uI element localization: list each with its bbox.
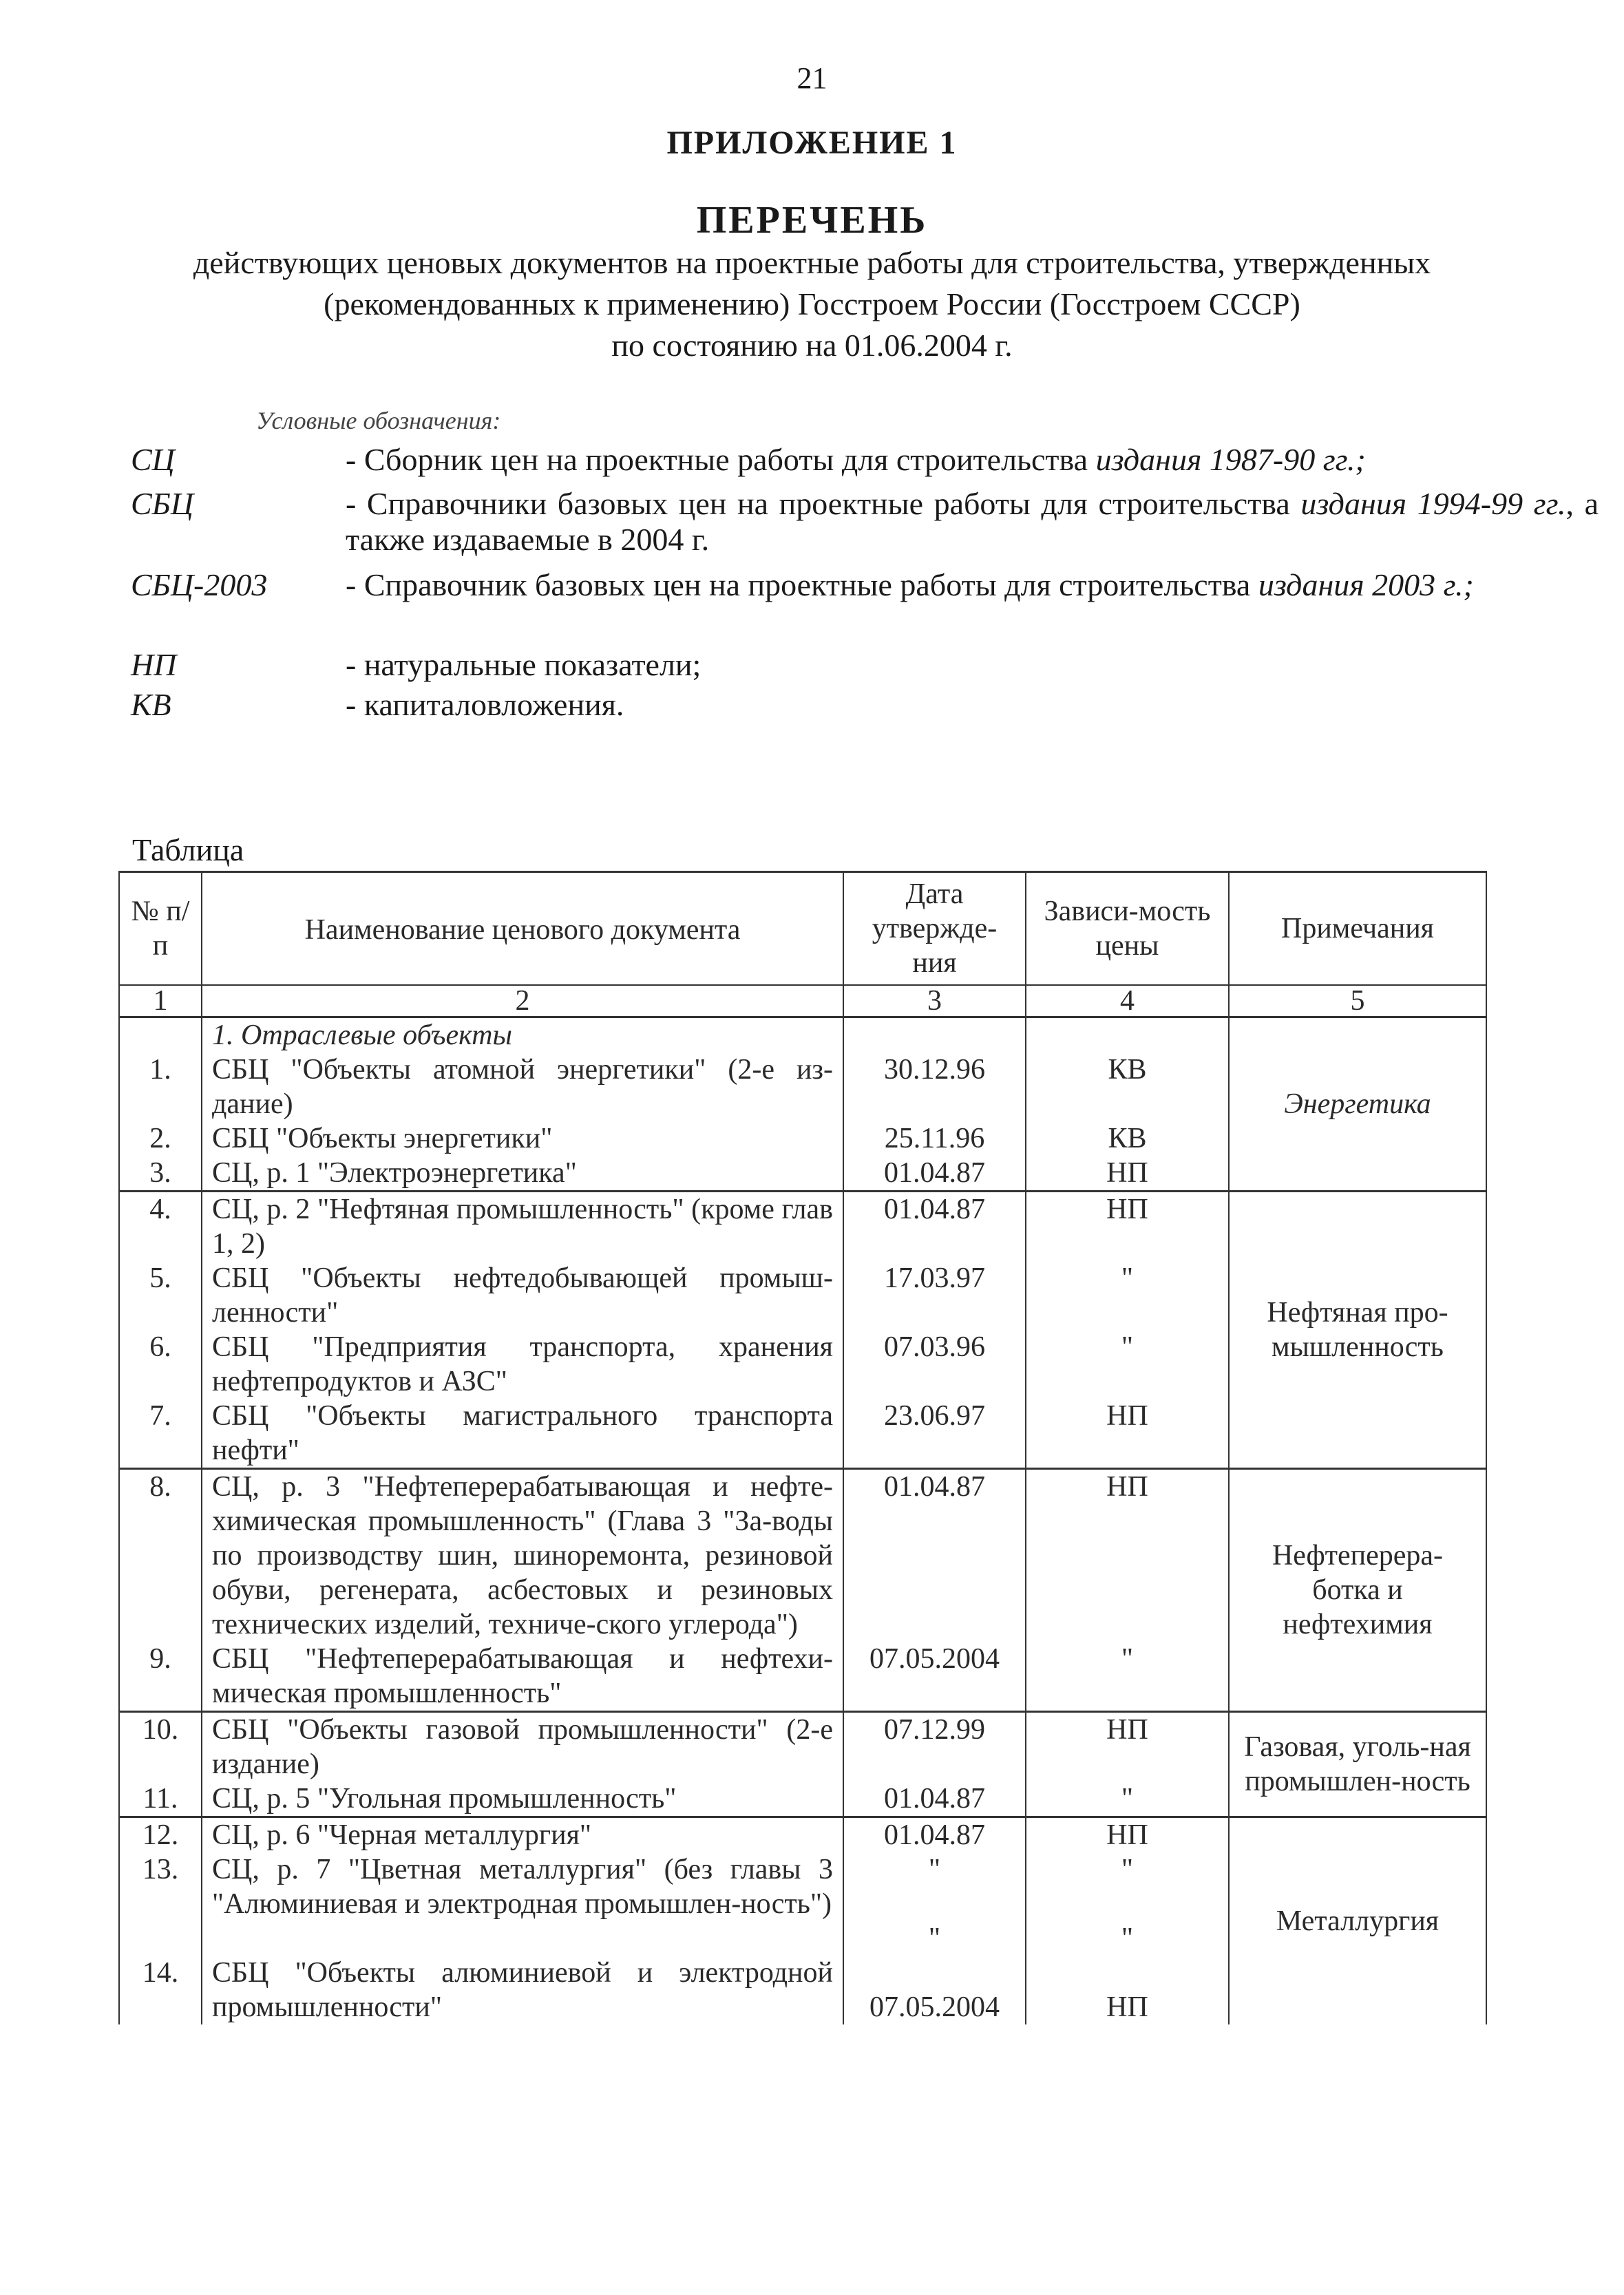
column-number: 2 bbox=[202, 985, 843, 1017]
header-notes: Примечания bbox=[1229, 872, 1486, 986]
section-label: 1. Отраслевые объекты bbox=[202, 1017, 843, 1053]
row-number: 4. bbox=[119, 1192, 202, 1262]
legend-abbr: НП bbox=[131, 647, 177, 682]
approval-date: 07.12.99 bbox=[843, 1712, 1026, 1782]
approval-date: 01.04.87 bbox=[843, 1192, 1026, 1262]
row-number: 11. bbox=[119, 1781, 202, 1817]
table-row bbox=[119, 1192, 1486, 1262]
column-number-row bbox=[119, 985, 1486, 1017]
price-dependency-ditto: " bbox=[1121, 1923, 1134, 1954]
document-name: СБЦ "Предприятия транспорта, хранения нефтепродуктов и АЗС" bbox=[202, 1330, 843, 1399]
document-name: СЦ, р. 5 "Угольная промышленность" bbox=[202, 1781, 843, 1817]
approval-date: 01.04.87 bbox=[843, 1817, 1026, 1853]
approval-date: 01.04.87 bbox=[843, 1469, 1026, 1642]
row-number: 3. bbox=[119, 1156, 202, 1192]
price-dependency: " bbox=[1026, 1781, 1229, 1817]
group-note: Нефтяная про-мышленность bbox=[1229, 1192, 1486, 1469]
section-row bbox=[119, 1017, 1486, 1053]
row-number: 6. bbox=[119, 1330, 202, 1399]
document-name: СБЦ "Объекты газовой промышленности" (2-е издание) bbox=[202, 1712, 843, 1782]
price-dependency: " bbox=[1026, 1642, 1229, 1712]
row-number: 13. bbox=[119, 1852, 202, 1956]
legend-abbr: СЦ bbox=[131, 442, 175, 477]
price-dependency: НП bbox=[1026, 1817, 1229, 1853]
approval-date: 23.06.97 bbox=[843, 1399, 1026, 1469]
legend-abbr: СБЦ bbox=[131, 486, 194, 521]
approval-date: 17.03.97 bbox=[843, 1261, 1026, 1330]
price-documents-table bbox=[118, 871, 1487, 2024]
row-number: 14. bbox=[119, 1956, 202, 2024]
document-name: СЦ, р. 2 "Нефтяная промышленность" (кроме глав 1, 2) bbox=[202, 1192, 843, 1262]
approval-date: 30.12.96 bbox=[843, 1053, 1026, 1121]
table-row bbox=[119, 1469, 1486, 1642]
document-name: СБЦ "Объекты атомной энергетики" (2-е из-дание) bbox=[202, 1053, 843, 1121]
subtitle-line-1: действующих ценовых документов на проектные работы для строительства, утвержденных bbox=[193, 245, 1431, 280]
column-number: 1 bbox=[119, 985, 202, 1017]
group-note: Газовая, уголь-ная промышлен-ность bbox=[1229, 1712, 1486, 1817]
approval-date: 01.04.87 bbox=[843, 1156, 1026, 1192]
document-name: СБЦ "Объекты магистрального транспорта нефти" bbox=[202, 1399, 843, 1469]
table-row bbox=[119, 1712, 1486, 1782]
price-dependency: НП bbox=[1026, 1156, 1229, 1192]
group-note: Нефтеперера-ботка и нефтехимия bbox=[1229, 1469, 1486, 1712]
column-number: 5 bbox=[1229, 985, 1486, 1017]
row-number: 12. bbox=[119, 1817, 202, 1853]
row-number: 7. bbox=[119, 1399, 202, 1469]
table-row bbox=[119, 1817, 1486, 1853]
group-note: Энергетика bbox=[1229, 1017, 1486, 1192]
price-dependency: НП bbox=[1026, 1399, 1229, 1469]
legend-description: - Справочники базовых цен на проектные работы для строительства издания 1994-99 гг., а также издаваемые в 2004 г. bbox=[346, 486, 1599, 557]
column-number: 4 bbox=[1026, 985, 1229, 1017]
approval-date: 25.11.96 bbox=[843, 1121, 1026, 1156]
row-number: 2. bbox=[119, 1121, 202, 1156]
price-dependency: КВ bbox=[1026, 1053, 1229, 1121]
row-number: 1. bbox=[119, 1053, 202, 1121]
legend-description: - капиталовложения. bbox=[346, 687, 624, 722]
row-number: 5. bbox=[119, 1261, 202, 1330]
column-number: 3 bbox=[843, 985, 1026, 1017]
price-dependency: НП bbox=[1026, 1469, 1229, 1642]
price-dependency: НП bbox=[1026, 1712, 1229, 1782]
header-document-name: Наименование ценового документа bbox=[202, 872, 843, 986]
document-name: СБЦ "Объекты алюминиевой и электродной промышленности" bbox=[202, 1956, 843, 2024]
subtitle-line-2: (рекомендованных к применению) Госстроем России (Госстроем СССР) bbox=[324, 286, 1300, 321]
document-name: СЦ, р. 1 "Электроэнергетика" bbox=[202, 1156, 843, 1192]
subtitle-line-3: по состоянию на 01.06.2004 г. bbox=[611, 328, 1013, 363]
row-number: 8. bbox=[119, 1469, 202, 1642]
table-caption: Таблица bbox=[132, 832, 244, 867]
legend-description: - Справочник базовых цен на проектные работы для строительства издания 2003 г.; bbox=[346, 567, 1474, 602]
document-name: СЦ, р. 3 "Нефтеперерабатывающая и нефте-химическая промышленность" (Глава 3 "За-воды по производству шин, шиноремонта, резиновой обуви, регенерата, асбестовых и резиновых технических изделий, техниче-ского углерода") bbox=[202, 1469, 843, 1642]
page-number: 21 bbox=[797, 61, 827, 95]
approval-date: 07.05.2004 bbox=[843, 1956, 1026, 2024]
legend-heading: Условные обозначения: bbox=[256, 407, 501, 434]
approval-date-ditto: " bbox=[928, 1854, 941, 1885]
legend-description: - Сборник цен на проектные работы для строительства издания 1987-90 гг.; bbox=[346, 442, 1366, 477]
row-number: 10. bbox=[119, 1712, 202, 1782]
header-price-dependency: Зависи-мость цены bbox=[1026, 872, 1229, 986]
document-name: СБЦ "Объекты нефтедобывающей промыш-ленности" bbox=[202, 1261, 843, 1330]
document-name: СЦ, р. 7 "Цветная металлургия" (без главы 3 "Алюминиевая и электродная промышлен-ность") bbox=[202, 1852, 843, 1956]
approval-date-ditto: " bbox=[928, 1923, 941, 1954]
legend-abbr: КВ bbox=[131, 687, 171, 722]
row-number: 9. bbox=[119, 1642, 202, 1712]
price-dependency: " bbox=[1026, 1261, 1229, 1330]
price-dependency: КВ bbox=[1026, 1121, 1229, 1156]
document-name: СЦ, р. 6 "Черная металлургия" bbox=[202, 1817, 843, 1853]
legend-abbr: СБЦ-2003 bbox=[131, 567, 268, 602]
table-header-row bbox=[119, 872, 1486, 986]
group-note: Металлургия bbox=[1229, 1817, 1486, 2025]
approval-date: 07.05.2004 bbox=[843, 1642, 1026, 1712]
document-name: СБЦ "Нефтеперерабатывающая и нефтехи-мическая промышленность" bbox=[202, 1642, 843, 1712]
price-dependency-ditto: " bbox=[1121, 1854, 1134, 1885]
price-dependency bbox=[1026, 1852, 1229, 1956]
approval-date bbox=[843, 1852, 1026, 1956]
document-title: ПЕРЕЧЕНЬ bbox=[696, 199, 928, 242]
price-dependency: " bbox=[1026, 1330, 1229, 1399]
header-number: № п/п bbox=[119, 872, 202, 986]
document-name: СБЦ "Объекты энергетики" bbox=[202, 1121, 843, 1156]
approval-date: 07.03.96 bbox=[843, 1330, 1026, 1399]
legend-description: - натуральные показатели; bbox=[346, 647, 702, 682]
approval-date: 01.04.87 bbox=[843, 1781, 1026, 1817]
price-dependency: НП bbox=[1026, 1956, 1229, 2024]
header-approval-date: Дата утвержде-ния bbox=[843, 872, 1026, 986]
price-dependency: НП bbox=[1026, 1192, 1229, 1262]
appendix-title: ПРИЛОЖЕНИЕ 1 bbox=[666, 125, 958, 161]
